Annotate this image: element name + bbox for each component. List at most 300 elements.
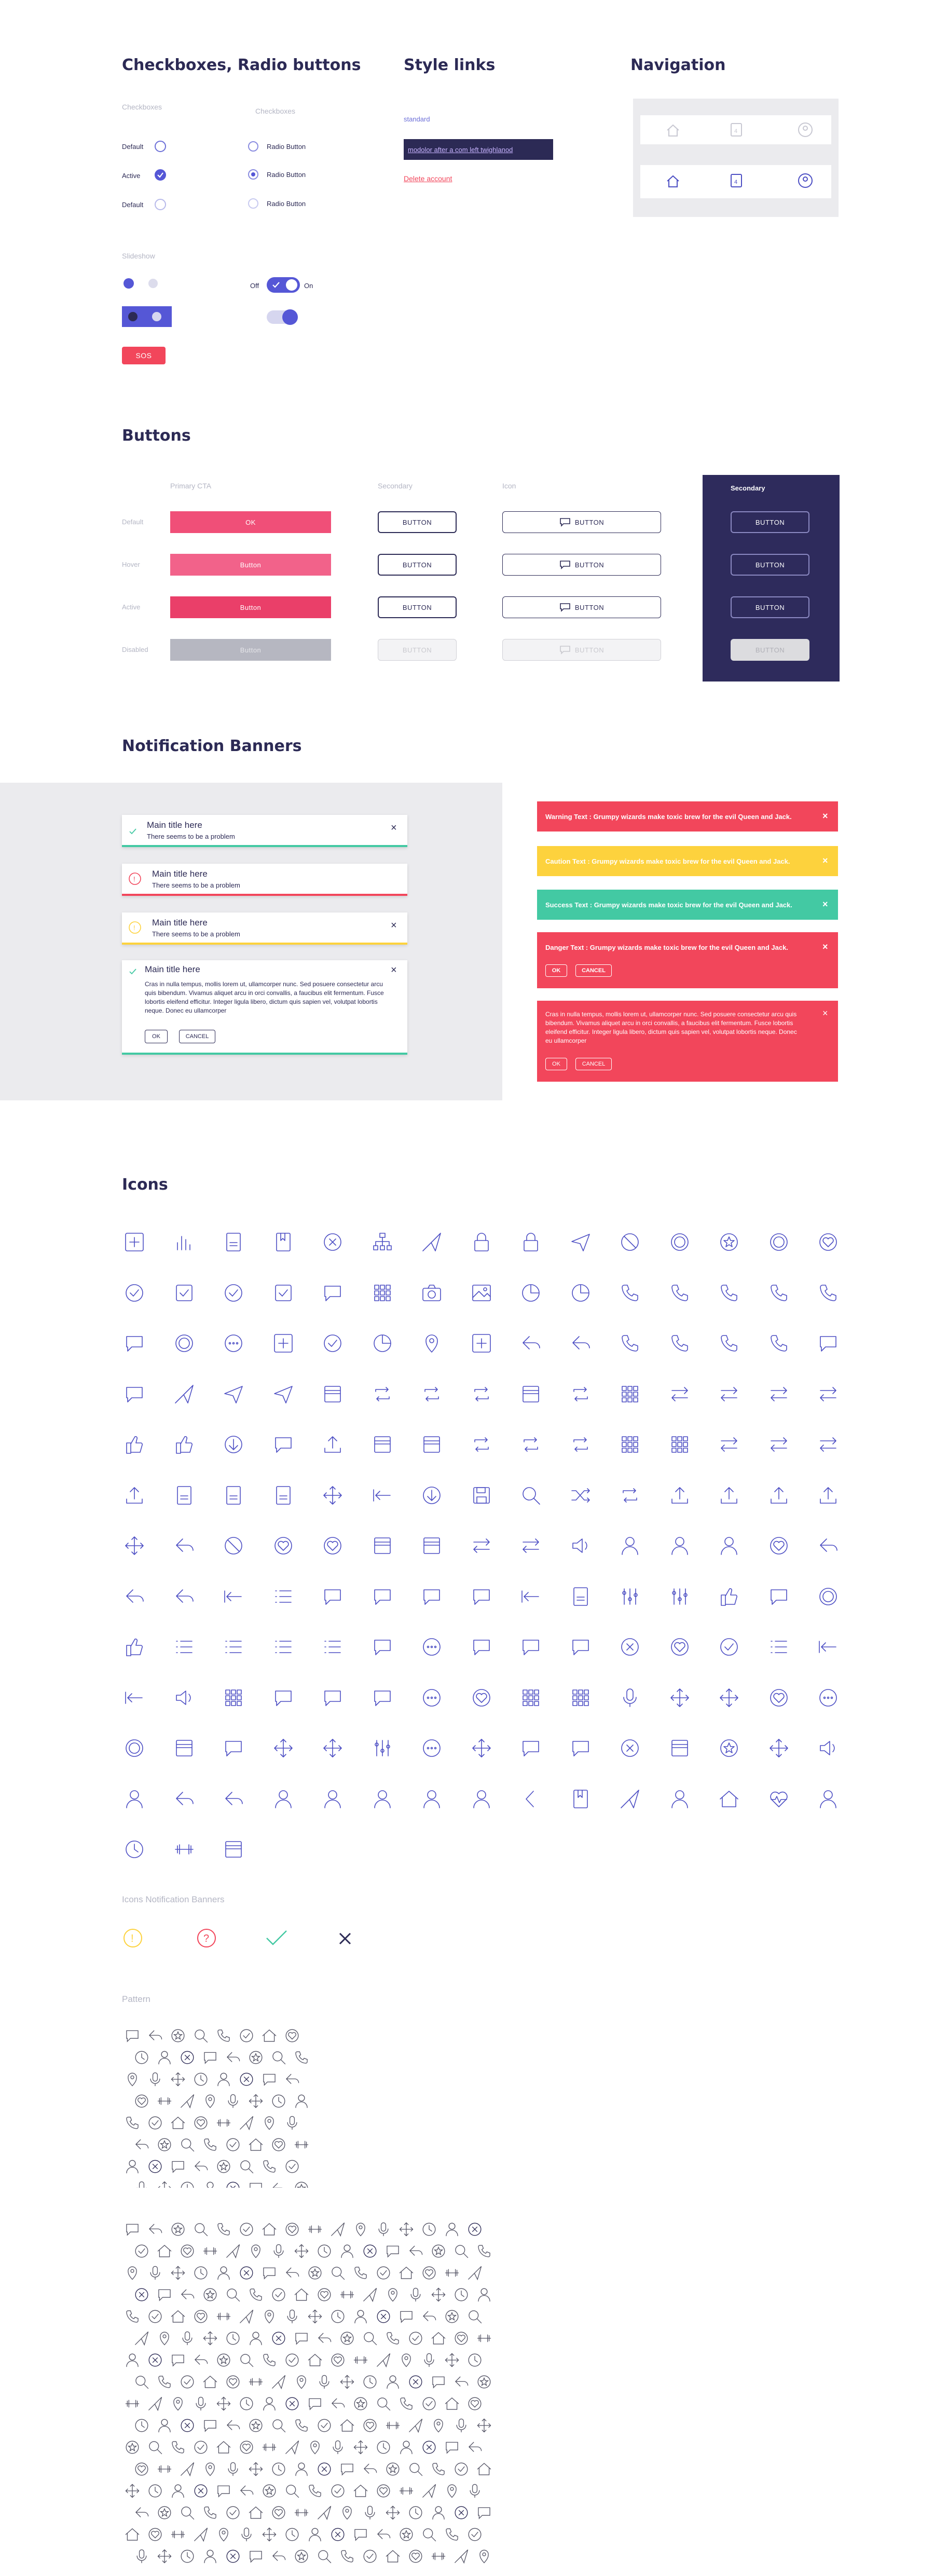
- profile-icon[interactable]: [797, 121, 814, 138]
- pattern-pin-icon: [397, 2351, 415, 2369]
- pattern-move-icon: [247, 2092, 265, 2110]
- grid-icon: [569, 1686, 593, 1710]
- pattern-phone-icon: [397, 2395, 415, 2413]
- icon-button-active[interactable]: BUTTON: [502, 596, 661, 618]
- pattern-search-icon: [283, 2482, 301, 2500]
- pattern-move-icon: [443, 2351, 461, 2369]
- row-active: Active: [122, 603, 141, 611]
- card-icon: [519, 1382, 543, 1406]
- pattern-reply-icon: [146, 2027, 164, 2045]
- pattern-dumbbell-icon: [293, 2136, 310, 2154]
- phone-icon: [618, 1281, 642, 1305]
- pattern-user-icon: [338, 2242, 356, 2260]
- pattern-search-icon: [315, 2547, 333, 2565]
- heart-icon: [767, 1534, 791, 1558]
- banner-text: Danger Text : Grumpy wizards make toxic brew for the evil Queen and Jack.: [545, 944, 788, 951]
- move-icon: [717, 1686, 741, 1710]
- pattern-star-icon: [247, 2049, 265, 2066]
- cancel-button[interactable]: CANCEL: [575, 1058, 612, 1070]
- upload-icon: [717, 1483, 741, 1507]
- pattern-check-icon: [329, 2482, 347, 2500]
- pattern-phone-icon: [215, 2220, 232, 2238]
- svg-text:4: 4: [734, 179, 738, 185]
- pattern-reply-icon: [270, 2547, 287, 2565]
- ban-icon: [222, 1534, 245, 1558]
- pattern-plane-icon: [238, 2308, 255, 2325]
- ok-button[interactable]: OK: [545, 964, 567, 977]
- pattern-mic-icon: [361, 2504, 379, 2522]
- pattern-mic-icon: [178, 2329, 196, 2347]
- checkbox-default[interactable]: [155, 141, 166, 152]
- svg-text:!: !: [133, 924, 135, 932]
- swap-icon: [767, 1382, 791, 1406]
- pattern-user-icon: [201, 2547, 219, 2565]
- list-icon: [271, 1635, 295, 1659]
- pattern-user-icon: [293, 2460, 310, 2478]
- heading-icons: Icons: [122, 1176, 168, 1194]
- pattern-reply-icon: [133, 2136, 150, 2154]
- row-default: Default: [122, 518, 144, 526]
- cancel-button[interactable]: CANCEL: [575, 964, 612, 977]
- pattern-clock-icon: [270, 2460, 287, 2478]
- pattern-move-icon: [306, 2308, 324, 2325]
- pattern-pin-icon: [306, 2438, 324, 2456]
- banner-success: [537, 890, 838, 920]
- pattern-xcircle-icon: [178, 2049, 196, 2066]
- toggle-switch-on[interactable]: [267, 277, 300, 293]
- pattern-chat-icon: [247, 2547, 265, 2565]
- reply-icon: [122, 1585, 146, 1609]
- pattern-clock-icon: [133, 2049, 150, 2066]
- pattern-pin-icon: [352, 2220, 369, 2238]
- banner-danger-expanded: [537, 1001, 838, 1082]
- check-icon: [122, 1281, 146, 1305]
- pattern-heart-icon: [224, 2373, 242, 2391]
- link-highlighted-box[interactable]: [404, 139, 553, 160]
- profile-icon[interactable]: [797, 172, 814, 189]
- pattern-phone-icon: [201, 2504, 219, 2522]
- pattern-star-icon: [443, 2308, 461, 2325]
- pattern-star-icon: [123, 2438, 141, 2456]
- pattern-home-icon: [201, 2373, 219, 2391]
- plus-icon: [271, 1331, 295, 1355]
- pattern-search-icon: [407, 2460, 424, 2478]
- pattern-clock-icon: [133, 2417, 150, 2434]
- pattern-chat-icon: [247, 2179, 265, 2188]
- dots-icon: [816, 1686, 840, 1710]
- heading-buttons: Buttons: [122, 427, 191, 445]
- pattern-chat-icon: [430, 2373, 447, 2391]
- xcircle-icon: [618, 1635, 642, 1659]
- pattern-home-icon: [352, 2482, 369, 2500]
- upload-icon: [767, 1483, 791, 1507]
- pattern-reply-icon: [361, 2460, 379, 2478]
- pattern-check-icon: [146, 2114, 164, 2132]
- pattern-home-icon: [338, 2417, 356, 2434]
- notification-error: [122, 864, 407, 896]
- pattern-move-icon: [352, 2438, 369, 2456]
- grid-icon: [668, 1433, 692, 1456]
- pattern-user-icon: [156, 2417, 173, 2434]
- pattern-chat-icon: [215, 2482, 232, 2500]
- pattern-clock-icon: [361, 2373, 379, 2391]
- calendar-icon[interactable]: [729, 172, 744, 189]
- pattern-xcircle-icon: [224, 2547, 242, 2565]
- cancel-button[interactable]: CANCEL: [179, 1030, 215, 1043]
- secondary-hover[interactable]: BUTTON: [378, 554, 457, 576]
- banner-body: Cras in nulla tempus, mollis lorem ut, ullamcorper nunc. Sed posuere consectetur arcu quis bibendum. Vivamus aliquet arcu in orci convallis, a faucibus elit fermentum. Fusce lobortis eleifend efficitur. Integer ligula libero, dictum quis sapien vel, volutpat lobortis neque. Donec eu ullamcorper: [545, 1011, 797, 1044]
- chat-icon: [816, 1331, 840, 1355]
- pattern-reply-icon: [283, 2070, 301, 2088]
- heading-style-links: Style links: [404, 56, 496, 74]
- xcircle-icon: [618, 1736, 642, 1760]
- pattern-check-icon: [420, 2395, 438, 2413]
- heading-navigation: Navigation: [630, 56, 726, 74]
- pattern-heart-icon: [192, 2308, 210, 2325]
- pattern-home-icon: [156, 2242, 173, 2260]
- pattern-star-icon: [293, 2547, 310, 2565]
- secondary-dark-panel: [703, 475, 840, 682]
- bars-icon: [172, 1230, 196, 1254]
- pattern-check-icon: [224, 2136, 242, 2154]
- pattern-chat-icon: [201, 2049, 219, 2066]
- toggle-switch[interactable]: [267, 310, 296, 324]
- chat-icon: [559, 560, 571, 569]
- primary-cta-disabled[interactable]: Button: [170, 639, 331, 661]
- pattern-user-icon: [247, 2329, 265, 2347]
- icon-button-default[interactable]: BUTTON: [502, 511, 661, 533]
- radio-default[interactable]: [248, 141, 258, 152]
- swap-icon: [470, 1534, 493, 1558]
- pattern-user-icon: [293, 2092, 310, 2110]
- pattern-phone-icon: [260, 2158, 278, 2175]
- close-icon[interactable]: ×: [391, 822, 397, 834]
- heart-icon: [470, 1686, 493, 1710]
- question-icon: [196, 1928, 217, 1948]
- chat-icon: [420, 1585, 444, 1609]
- pattern-star-icon: [306, 2264, 324, 2282]
- swap-icon: [717, 1433, 741, 1456]
- pattern-clock-icon: [407, 2504, 424, 2522]
- pattern-check-icon: [283, 2351, 301, 2369]
- sos-button[interactable]: SOS: [122, 347, 166, 364]
- notification-subtitle: There seems to be a problem: [152, 930, 240, 938]
- pattern-dumbbell-icon: [430, 2547, 447, 2565]
- move-icon: [122, 1534, 146, 1558]
- close-icon[interactable]: ×: [822, 1008, 828, 1018]
- pattern-check-icon: [407, 2329, 424, 2347]
- pattern-star-icon: [384, 2460, 402, 2478]
- checkbox-default-light[interactable]: [155, 199, 166, 210]
- info-icon: [122, 1928, 143, 1948]
- pattern-chat-icon: [352, 2526, 369, 2543]
- slide-dot-active[interactable]: [123, 278, 134, 289]
- book-icon: [271, 1230, 295, 1254]
- chat-icon: [321, 1686, 345, 1710]
- pattern-chat-icon: [475, 2504, 493, 2522]
- calendar-icon[interactable]: [729, 121, 744, 138]
- close-icon[interactable]: ×: [822, 899, 828, 909]
- col-primary-cta: Primary CTA: [170, 482, 212, 490]
- pattern-dumbbell-icon: [215, 2114, 232, 2132]
- primary-cta-active[interactable]: Button: [170, 596, 331, 618]
- doc-icon: [222, 1483, 245, 1507]
- notification-title: Main title here: [152, 918, 208, 928]
- checkbox-active[interactable]: [155, 169, 166, 181]
- close-icon[interactable]: ×: [822, 942, 828, 952]
- pattern-pin-icon: [156, 2329, 173, 2347]
- pattern-move-icon: [475, 2417, 493, 2434]
- check-icon: [717, 1635, 741, 1659]
- pattern-pin-icon: [260, 2308, 278, 2325]
- pattern-home-icon: [215, 2438, 232, 2456]
- pattern-dumbbell-icon: [352, 2351, 369, 2369]
- pattern-chat-icon: [123, 2220, 141, 2238]
- close-icon[interactable]: ×: [391, 920, 397, 931]
- notification-title: Main title here: [145, 964, 200, 974]
- list-icon: [271, 1585, 295, 1609]
- pattern-dumbbell-icon: [293, 2504, 310, 2522]
- pattern-clock-icon: [224, 2329, 242, 2347]
- pattern-star-icon: [338, 2329, 356, 2347]
- pie-icon: [370, 1331, 394, 1355]
- row-hover: Hover: [122, 561, 140, 568]
- icon-button-hover[interactable]: BUTTON: [502, 554, 661, 576]
- pattern-heart-icon: [452, 2329, 470, 2347]
- nav-bar-active: [640, 165, 831, 198]
- plane-icon: [618, 1787, 642, 1811]
- home-icon[interactable]: [665, 122, 681, 138]
- pattern-mic-icon: [283, 2308, 301, 2325]
- pattern-plane-icon: [452, 2547, 470, 2565]
- phone-icon: [717, 1281, 741, 1305]
- pattern-heart-icon: [178, 2242, 196, 2260]
- pattern-check-icon: [466, 2526, 484, 2543]
- pattern-search-icon: [178, 2136, 196, 2154]
- dumbbell-icon: [172, 1837, 196, 1861]
- card-icon: [370, 1433, 394, 1456]
- pattern-star-icon: [260, 2482, 278, 2500]
- pattern-clock-icon: [178, 2547, 196, 2565]
- speaker-icon: [172, 1686, 196, 1710]
- pattern-move-icon: [169, 2264, 187, 2282]
- pattern-home-icon: [397, 2264, 415, 2282]
- swap-icon: [519, 1534, 543, 1558]
- pattern-chat-icon: [260, 2264, 278, 2282]
- pattern-phone-icon: [475, 2242, 493, 2260]
- close-icon: [338, 1932, 352, 1945]
- pattern-heart-icon: [270, 2504, 287, 2522]
- pattern-star-icon: [201, 2286, 219, 2304]
- radio-disabled[interactable]: [248, 198, 258, 209]
- pattern-xcircle-icon: [178, 2417, 196, 2434]
- pattern-dumbbell-icon: [384, 2417, 402, 2434]
- pattern-mic-icon: [192, 2395, 210, 2413]
- banner-text: Warning Text : Grumpy wizards make toxic brew for the evil Queen and Jack.: [545, 813, 792, 821]
- reply-icon: [569, 1331, 593, 1355]
- user-icon: [668, 1534, 692, 1558]
- home-icon[interactable]: [665, 173, 681, 189]
- pattern-user-icon: [430, 2504, 447, 2522]
- chat-icon: [559, 603, 571, 612]
- move-icon: [321, 1736, 345, 1760]
- pattern-pin-icon: [123, 2264, 141, 2282]
- reply-icon: [172, 1787, 196, 1811]
- dark-secondary-hover[interactable]: BUTTON: [731, 554, 809, 576]
- slideshow-pill[interactable]: [122, 306, 172, 327]
- pattern-phone-icon: [293, 2417, 310, 2434]
- user-icon: [420, 1787, 444, 1811]
- svg-text:?: ?: [203, 1933, 210, 1944]
- dark-secondary-disabled[interactable]: BUTTON: [731, 639, 809, 661]
- pattern-mic-icon: [420, 2351, 438, 2369]
- thumb-icon: [122, 1635, 146, 1659]
- pattern-mic-icon: [466, 2482, 484, 2500]
- pattern-plane-icon: [238, 2114, 255, 2132]
- list-icon: [222, 1635, 245, 1659]
- pattern-search-icon: [192, 2220, 210, 2238]
- card-icon: [420, 1534, 444, 1558]
- pattern-user-icon: [156, 2049, 173, 2066]
- link-highlighted[interactable]: modolor after a com left twighlanod: [408, 145, 513, 154]
- pattern-plane-icon: [361, 2286, 379, 2304]
- radio-active[interactable]: [248, 169, 258, 180]
- ok-button[interactable]: OK: [145, 1030, 168, 1043]
- notification-subtitle: There seems to be a problem: [147, 833, 235, 840]
- pattern-user-icon: [443, 2220, 461, 2238]
- pattern-search-icon: [420, 2526, 438, 2543]
- chat-icon: [569, 1736, 593, 1760]
- heading-pattern: Pattern: [122, 1994, 150, 2004]
- ok-button[interactable]: OK: [545, 1058, 567, 1070]
- notification-warning: [122, 912, 407, 945]
- list-icon: [172, 1635, 196, 1659]
- dark-secondary-default[interactable]: BUTTON: [731, 511, 809, 533]
- repeat-icon: [420, 1382, 444, 1406]
- pattern-pin-icon: [215, 2526, 232, 2543]
- reply-icon: [172, 1534, 196, 1558]
- caption-radios: Checkboxes: [255, 107, 296, 115]
- primary-cta-hover[interactable]: Button: [170, 554, 331, 576]
- pattern-heart-icon: [133, 2092, 150, 2110]
- pattern-phone-icon: [201, 2136, 219, 2154]
- pattern-home-icon: [260, 2027, 278, 2045]
- secondary-active[interactable]: BUTTON: [378, 596, 457, 618]
- pattern-star-icon: [352, 2395, 369, 2413]
- link-delete-account[interactable]: Delete account: [404, 174, 452, 183]
- pattern-search-icon: [133, 2373, 150, 2391]
- pattern-mic-icon: [146, 2264, 164, 2282]
- pattern-reply-icon: [224, 2417, 242, 2434]
- close-icon[interactable]: ×: [822, 811, 828, 821]
- chat-icon: [470, 1635, 493, 1659]
- heart-icon: [767, 1686, 791, 1710]
- card-icon: [420, 1433, 444, 1456]
- pattern-move-icon: [123, 2482, 141, 2500]
- check-icon: [321, 1331, 345, 1355]
- card-icon: [370, 1534, 394, 1558]
- clock-icon: [122, 1837, 146, 1861]
- pattern-reply-icon: [178, 2286, 196, 2304]
- speaker-icon: [816, 1736, 840, 1760]
- chat-icon: [569, 1635, 593, 1659]
- pattern-check-icon: [178, 2373, 196, 2391]
- thumb-icon: [122, 1433, 146, 1456]
- heading-checkboxes: Checkboxes, Radio buttons: [122, 56, 361, 74]
- pattern-check-icon: [375, 2264, 392, 2282]
- icon-button-disabled[interactable]: BUTTON: [502, 639, 661, 661]
- close-icon[interactable]: ×: [822, 855, 828, 866]
- row-disabled: Disabled: [122, 646, 148, 653]
- notification-subtitle: There seems to be a problem: [152, 881, 240, 889]
- pattern-move-icon: [247, 2460, 265, 2478]
- grid-icon: [618, 1382, 642, 1406]
- pattern-star-icon: [156, 2136, 173, 2154]
- pattern-phone-icon: [306, 2482, 324, 2500]
- secondary-default[interactable]: BUTTON: [378, 511, 457, 533]
- pattern-user-icon: [260, 2395, 278, 2413]
- checkbox-icon: [172, 1281, 196, 1305]
- ban-icon: [618, 1230, 642, 1254]
- pattern-clock-icon: [238, 2395, 255, 2413]
- pattern-star-icon: [156, 2504, 173, 2522]
- pattern-pin-icon: [201, 2092, 219, 2110]
- image-icon: [470, 1281, 493, 1305]
- pattern-plane-icon: [466, 2264, 484, 2282]
- radio-label: Radio Button: [267, 143, 306, 151]
- pattern-chat-icon: [338, 2460, 356, 2478]
- svg-text:4: 4: [734, 128, 738, 134]
- pattern-star-icon: [169, 2027, 187, 2045]
- user-icon: [271, 1787, 295, 1811]
- pattern-move-icon: [430, 2286, 447, 2304]
- pattern-heart-icon: [315, 2286, 333, 2304]
- close-icon[interactable]: ×: [391, 964, 397, 976]
- pattern-dumbbell-icon: [247, 2373, 265, 2391]
- pattern-search-icon: [361, 2329, 379, 2347]
- dark-secondary-active[interactable]: BUTTON: [731, 596, 809, 618]
- lock-icon: [519, 1230, 543, 1254]
- pattern-plane-icon: [329, 2220, 347, 2238]
- send-icon: [569, 1230, 593, 1254]
- pattern-xcircle-icon: [407, 2373, 424, 2391]
- upload-icon: [668, 1483, 692, 1507]
- check-icon: [265, 1929, 289, 1947]
- link-standard[interactable]: standard: [404, 115, 430, 123]
- pattern-check-icon: [452, 2460, 470, 2478]
- pattern-pin-icon: [123, 2070, 141, 2088]
- pattern-xcircle-icon: [329, 2526, 347, 2543]
- pattern-pin-icon: [443, 2482, 461, 2500]
- pattern-phone-icon: [123, 2114, 141, 2132]
- pattern-mic-icon: [133, 2547, 150, 2565]
- pattern-chat-icon: [156, 2286, 173, 2304]
- phone-icon: [816, 1281, 840, 1305]
- pattern-home-icon: [169, 2114, 187, 2132]
- pattern-dumbbell-icon: [306, 2220, 324, 2238]
- swap-icon: [816, 1382, 840, 1406]
- secondary-disabled[interactable]: BUTTON: [378, 639, 457, 661]
- pattern-heart-icon: [283, 2220, 301, 2238]
- pattern-check-icon: [238, 2220, 255, 2238]
- pattern-phone-icon: [384, 2329, 402, 2347]
- pattern-phone-icon: [169, 2438, 187, 2456]
- primary-cta-default[interactable]: OK: [170, 511, 331, 533]
- swap-icon: [767, 1433, 791, 1456]
- grid-icon: [222, 1686, 245, 1710]
- slide-dot[interactable]: [148, 279, 158, 288]
- speaker-icon: [569, 1534, 593, 1558]
